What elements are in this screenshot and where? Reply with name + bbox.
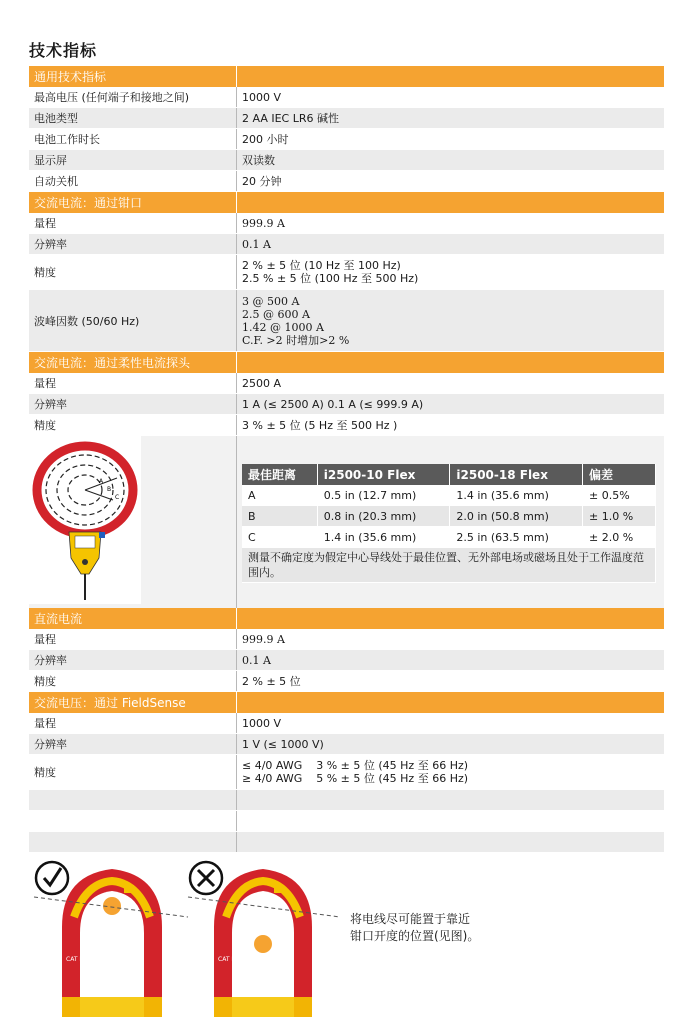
section-header-ac-flex <box>29 352 664 373</box>
row-label: 显示屏 <box>34 154 67 167</box>
row-label: 电池类型 <box>34 112 78 125</box>
column-header: i2500-10 Flex <box>317 464 450 485</box>
row-value: 3 @ 500 A 2.5 @ 600 A 1.42 @ 1000 A C.F. >2 时增加>2 % <box>236 290 664 351</box>
table-row <box>29 629 664 650</box>
row-label: 最高电压 (任何端子和接地之间) <box>34 91 190 104</box>
empty-row <box>29 811 664 832</box>
incorrect-placement <box>188 862 340 1017</box>
row-label: 分辨率 <box>34 738 67 751</box>
row-label: 量程 <box>34 633 56 646</box>
row-value: ≤ 4/0 AWG 3 % ± 5 位 (45 Hz 至 66 Hz) ≥ 4/0 AWG 5 % ± 5 位 (45 Hz 至 66 Hz) <box>236 755 664 789</box>
row-label: 精度 <box>34 266 56 279</box>
table-row <box>29 671 664 692</box>
empty-row <box>29 790 664 811</box>
page-title: 技术指标 <box>29 41 98 60</box>
row-label: 精度 <box>34 419 56 432</box>
table-row <box>29 650 664 671</box>
distance-table-cell <box>236 436 664 608</box>
column-header: 最佳距离 <box>242 464 317 485</box>
row-value: 999.9 A <box>236 629 664 649</box>
section-header-dc <box>29 608 664 629</box>
section-header-general <box>29 66 664 87</box>
table-row <box>29 415 664 436</box>
section-header-ac-voltage <box>29 692 664 713</box>
row-value: 2 % ± 5 位 (10 Hz 至 100 Hz) 2.5 % ± 5 位 (100 Hz 至 500 Hz) <box>236 255 664 289</box>
row-label: 波峰因数 (50/60 Hz) <box>34 314 140 328</box>
row-value: 200 小时 <box>236 129 664 149</box>
row-label: 分辨率 <box>34 654 67 667</box>
flex-probe-illustration <box>29 436 141 604</box>
section-header-ac-jaw <box>29 192 664 213</box>
row-value: 2 AA IEC LR6 碱性 <box>236 108 664 128</box>
row-label: 分辨率 <box>34 238 67 251</box>
correct-placement <box>34 862 188 1017</box>
row-value: 1 V (≤ 1000 V) <box>236 734 664 754</box>
section-title: 直流电流 <box>34 612 83 626</box>
table-row: B 0.8 in (20.3 mm) 2.0 in (50.8 mm) ± 1.0 % <box>242 506 656 527</box>
spec-table <box>29 66 664 853</box>
row-value: 2500 A <box>236 373 664 393</box>
table-row <box>29 734 664 755</box>
column-header: i2500-18 Flex <box>450 464 583 485</box>
table-row: C 1.4 in (35.6 mm) 2.5 in (63.5 mm) ± 2.0 % <box>242 527 656 548</box>
section-title: 交流电流：通过钳口 <box>34 196 143 210</box>
table-row <box>29 108 664 129</box>
row-label: 自动关机 <box>34 175 78 188</box>
section-title: 交流电流：通过柔性电流探头 <box>34 356 191 370</box>
row-label: 精度 <box>34 675 56 688</box>
conductor-dot <box>254 935 272 953</box>
zone-label-b: B <box>107 486 112 493</box>
table-row <box>29 213 664 234</box>
section-title: 通用技术指标 <box>34 70 107 84</box>
table-row <box>29 255 664 290</box>
table-row <box>29 87 664 108</box>
row-value: 0.1 A <box>236 650 664 670</box>
table-row: A 0.5 in (12.7 mm) 1.4 in (35.6 mm) ± 0.5% <box>242 485 656 506</box>
row-value: 20 分钟 <box>236 171 664 191</box>
row-value: 双读数 <box>236 150 664 170</box>
row-value: 0.1 A <box>236 234 664 254</box>
table-row <box>29 171 664 192</box>
row-value: 2 % ± 5 位 <box>236 671 664 691</box>
table-row <box>29 290 664 352</box>
row-label: 量程 <box>34 377 56 390</box>
clamp-label: CAT III 1000 V <box>218 956 260 963</box>
row-value: 1000 V <box>236 87 664 107</box>
table-row <box>29 234 664 255</box>
column-header: 偏差 <box>582 464 655 485</box>
row-value: 1000 V <box>236 713 664 733</box>
table-row <box>29 129 664 150</box>
row-label: 分辨率 <box>34 398 67 411</box>
row-value: 3 % ± 5 位 (5 Hz 至 500 Hz ) <box>236 415 664 435</box>
check-icon <box>36 862 68 894</box>
distance-table <box>242 464 656 583</box>
row-label: 电池工作时长 <box>34 133 100 146</box>
section-title: 交流电压：通过 FieldSense <box>34 696 186 710</box>
clamp-label: CAT III 1000 V <box>66 956 108 963</box>
table-row <box>29 150 664 171</box>
zone-label-a: A <box>99 478 104 485</box>
flex-probe-figure <box>29 436 236 608</box>
flex-probe-row <box>29 436 664 608</box>
table-row <box>29 394 664 415</box>
row-label: 量程 <box>34 217 56 230</box>
row-label: 量程 <box>34 717 56 730</box>
zone-label-c: C <box>115 494 120 501</box>
table-row <box>29 713 664 734</box>
table-row <box>29 755 664 790</box>
table-row <box>29 373 664 394</box>
row-value: 999.9 A <box>236 213 664 233</box>
figure-caption: 将电线尽可能置于靠近 钳口开度的位置(见图)。 <box>350 912 480 943</box>
row-value: 1 A (≤ 2500 A) 0.1 A (≤ 999.9 A) <box>236 394 664 414</box>
clamp-placement-figure <box>0 847 690 1017</box>
row-label: 精度 <box>34 766 56 779</box>
uncertainty-note: 测量不确定度为假定中心导线处于最佳位置、无外部电场或磁场且处于工作温度范围内。 <box>242 548 656 583</box>
